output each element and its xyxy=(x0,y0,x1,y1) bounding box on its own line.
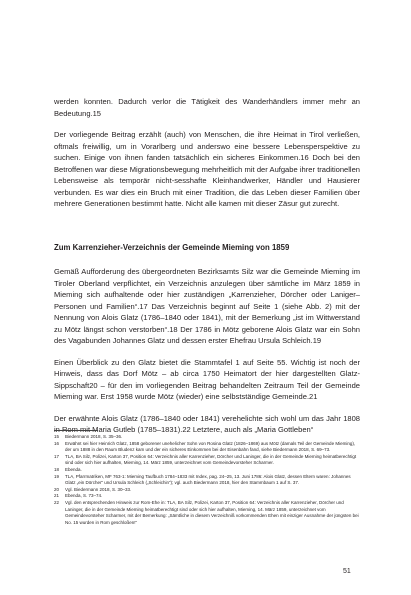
footnote-text: Vgl. Biedermann 2018, S. 30–33. xyxy=(65,486,132,492)
footnote-number: 17 xyxy=(54,453,60,459)
section-heading: Zum Karrenzieher-Verzeichnis der Gemeinde Mieming von 1859 xyxy=(54,243,290,252)
body-text-bottom xyxy=(54,266,360,436)
footnote-text: Vgl. den entsprechenden Hinweis zur Rom-Ehe in: TLA, BA Silz, Polizei, Karton 37, Position 64: Verzeichnis aller Karrenzieher, Dörcher und Laninger, die in der Gemeinde Mieming heimatberechtigt sind oder sich hier aufhalten, Mieming, 14. März 1859, unterzeichnet vom Gemeindevorsteher Scharmer, mit der Bemerkung: „Sämtliche in diesem Verzeichniß vorkommenden Ehen mit einziger Ausnahme der jüngsten bei No. 15 wurden in Rom geschloßen!“ xyxy=(65,499,359,525)
paragraph: Gemäß Aufforderung des übergeordneten Bezirksamts Silz war die Gemeinde Mieming im Tiroler Oberland verpflichtet, ein Verzeichnis anzulegen über sämtliche im März 1859 in Mieming sich aufhaltende oder hier zuständigen „Karrenzieher, Dörcher oder Laniger–Personen und Familien“.17 Das Verzeichnis beginnt auf Seite 1 (siehe Abb. 2) mit der Nennung von Alois Glatz (1786–1840 oder 1841), mit der Bemerkung „ist im Wittwerstand zu Mötz längst schon verstorben“.18 Der 1786 in Mötz geborene Alois Glatz war ein Sohn des Vagabunden Johannes Glatz und dessen erster Ehefrau Ursula Schleich.19 xyxy=(54,267,360,345)
footnote xyxy=(54,500,362,526)
footnotes xyxy=(54,434,362,526)
footnote xyxy=(54,487,362,494)
footnote-text: TLA, BA Silz, Polizei, Karton 37, Position 64: Verzeichnis aller Karrenzieher, Dörcher und Laninger, die in der Gemeinde Mieming heimatberechtigt sind oder sich hier aufhalten, Mieming, 14. März 1859, unterzeichnet vom Gemeindevorsteher Scharmer. xyxy=(65,453,357,466)
paragraph: Einen Überblick zu den Glatz bietet die Stammtafel 1 auf Seite 55. Wichtig ist noch der Hinweis, dass das Dorf Mötz – ab circa 1750 Heimatort der hier dargestellten Glatz-Sippschaft20 – für den im vorliegenden Beitrag behandelten Zeitraum Teil der Gemeinde Mieming war. Erst 1958 wurde Mötz (wieder) eine selbstständige Gemeinde.21 xyxy=(54,357,360,401)
footnote-number: 21 xyxy=(54,493,60,499)
footnote xyxy=(54,474,362,487)
footnote xyxy=(54,454,362,467)
footnote-text: Ebenda, S. 73–74. xyxy=(65,493,103,499)
footnote-text: Ebenda. xyxy=(65,466,82,472)
footnote xyxy=(54,467,362,474)
footnote-number: 20 xyxy=(54,486,60,492)
footnote-text: Biedermann 2018, S. 35–36. xyxy=(65,434,123,439)
footnote-number: 16 xyxy=(54,440,60,446)
body-text-top xyxy=(54,96,360,210)
footnote-text: Erwähnt sei hier Heinrich Glatz, 1858 geborener unehelicher Sohn von Rosina Glatz (1826–1869) aus Mötz (damals Teil der Gemeinde Mieming), der um 1888 in den Raum Bludenz kam und der ein sicheres Einkommen bei der Eisenbahn fand, siehe Biedermann 2018, S. 69–73. xyxy=(65,440,356,453)
paragraph: Der erwähnte Alois Glatz (1786–1840 oder 1841) verehelichte sich wohl um das Jahr 1808 in Rom mit Maria Gutleb (1785–1831).22 Letztere, auch als „Maria Gottleben“ xyxy=(54,413,360,434)
footnote-divider xyxy=(54,430,98,431)
paragraph: Der vorliegende Beitrag erzählt (auch) von Menschen, die ihre Heimat in Tirol verließen, oftmals freiwillig, um in Vorarlberg und anderswo eine bessere Lebensperspektive zu suchen. Einige von ihnen fanden tatsächlich ein sicheres Einkommen.16 Doch bei den Betroffenen war diese Migrationsbewegung mehrheitlich mit der Aufgabe ihrer traditionellen Lebensweise als temporär nicht-sesshafte Kleinhandwerker, Händler und Hausierer verbunden. Es war dies ein Bruch mit einer Tradition, die das Leben dieser Familien über mehrere Generationen bestimmt hatte. Nicht alle kamen mit dieser Zäsur gut zurecht. xyxy=(54,130,360,208)
footnote xyxy=(54,441,362,454)
footnote xyxy=(54,493,362,500)
paragraph: werden konnten. Dadurch verlor die Tätigkeit des Wanderhändlers immer mehr an Bedeutung.15 xyxy=(54,97,360,118)
footnote-number: 18 xyxy=(54,466,60,472)
footnote-number: 15 xyxy=(54,434,60,439)
footnote-number: 22 xyxy=(54,499,60,505)
footnote xyxy=(54,434,362,441)
page-number: 51 xyxy=(343,568,351,575)
footnote-text: TLA, Pfarrmatriken, MF 763-1: Mieming Taufbuch 1784–1833 mit Index, pag. 24–25, 13. Juni 1786: Alois Glatz, dessen Eltern waren: Johannes Glatz „ein Dörcher“ und Ursula Schleich („Schleichin“); vgl. auch Biedermann 2018, hier den Stammbaum 1 auf S. 37. xyxy=(65,473,351,486)
footnote-number: 19 xyxy=(54,473,60,479)
